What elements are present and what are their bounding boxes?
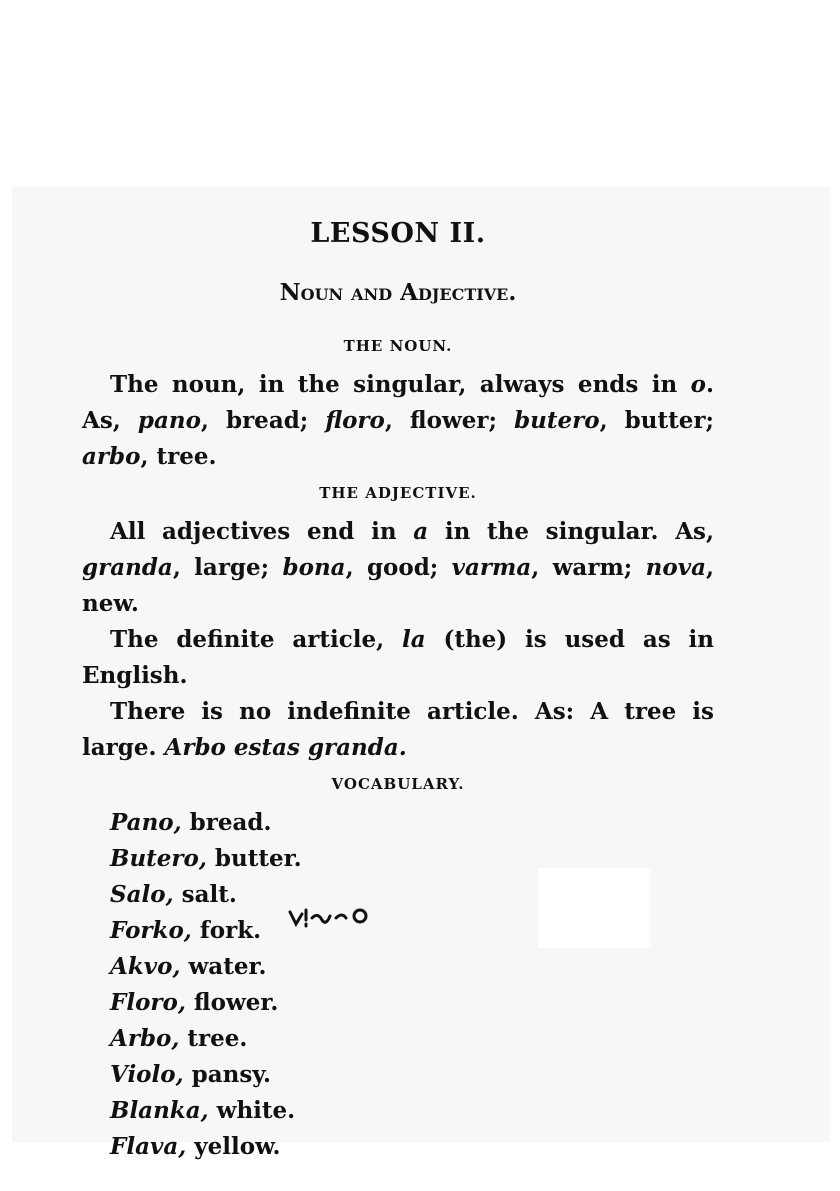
lesson-subtitle: Noun and Adjective. <box>279 279 517 306</box>
vocabulary-item <box>110 913 714 949</box>
indefinite-article-paragraph: There is no indefinite article. As: A tree is large. Arbo estas granda. <box>82 698 714 761</box>
vocabulary-meaning: bread. <box>181 809 272 836</box>
vocabulary-word: Blanka, <box>110 1097 209 1124</box>
noun-paragraph: The noun, in the singular, always ends in o. As, pano, bread; floro, flower; butero, butter; arbo, tree. <box>82 371 714 470</box>
vocabulary-list <box>110 805 714 1165</box>
vocabulary-meaning: flower. <box>185 989 279 1016</box>
handwritten-scribble <box>288 904 388 932</box>
vocabulary-item <box>110 841 714 877</box>
vocabulary-item <box>110 877 714 913</box>
adjective-paragraph: All adjectives end in a in the singular. As, granda, large; bona, good; varma, warm; nova, new. <box>82 518 715 617</box>
noun-heading: THE NOUN. <box>343 337 453 355</box>
vocabulary-word: Salo, <box>110 881 174 908</box>
vocabulary-word: Butero, <box>110 845 207 872</box>
vocabulary-word: Floro, <box>110 989 186 1016</box>
vocabulary-word: Pano, <box>110 809 182 836</box>
vocabulary-item <box>110 1129 714 1165</box>
vocabulary-item <box>110 1093 714 1129</box>
vocabulary-word: Akvo, <box>110 953 181 980</box>
vocabulary-meaning: pansy. <box>183 1061 272 1088</box>
vocabulary-meaning: yellow. <box>186 1133 281 1160</box>
lesson-content <box>82 218 714 1165</box>
vocabulary-word: Forko, <box>110 917 192 944</box>
vocabulary-meaning: fork. <box>191 917 262 944</box>
vocabulary-heading: VOCABULARY. <box>331 775 465 793</box>
vocabulary-meaning: tree. <box>179 1025 248 1052</box>
vocabulary-word: Violo, <box>110 1061 184 1088</box>
adjective-heading: THE ADJECTIVE. <box>319 484 477 502</box>
vocabulary-item <box>110 1057 714 1093</box>
vocabulary-item <box>110 1021 714 1057</box>
vocabulary-meaning: butter. <box>206 845 302 872</box>
definite-article-paragraph: The definite article, la (the) is used as in English. <box>82 626 714 689</box>
vocabulary-item <box>110 985 714 1021</box>
vocabulary-word: Flava, <box>110 1133 187 1160</box>
vocabulary-item <box>110 949 714 985</box>
lesson-title: LESSON II. <box>310 218 486 249</box>
vocabulary-item <box>110 805 714 841</box>
vocabulary-word: Arbo, <box>110 1025 180 1052</box>
vocabulary-meaning: salt. <box>173 881 237 908</box>
vocabulary-meaning: water. <box>180 953 267 980</box>
vocabulary-meaning: white. <box>208 1097 296 1124</box>
